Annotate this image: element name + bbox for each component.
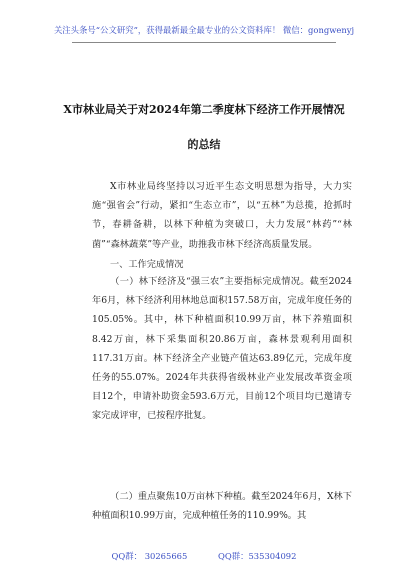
- paragraph-text: （一）林下经济及“强三农”主要指标完成情况。截至2024年6月，林下经济利用林地总面积157.58万亩，完成年度任务的105.05%。其中，林下种植面积10.99万亩，林下养殖面积8.42万亩，林下采集面积20.86万亩，森林景观利用面积117.31万亩。林下经济全产业链产值达63.89亿元，完成年度任务的55.07%。2024年共获得省级林业产业发展改革资金项目12个，申请补助资金593.6万元，目前12个项目均已邀请专家完成评审，已按程序批复。: [92, 276, 352, 422]
- paragraph-text: （二）重点聚焦10万亩林下种植。截至2024年6月，X林下种植面积10.99万亩，完成种植任务的110.99%。其: [92, 491, 352, 522]
- paragraph-text: X市林业局终坚持以习近平生态文明思想为指导，大力实施“强省会”行动，紧扣“生态立市”，以“五林”为总揽，抢抓时节，春耕备耕，以林下种植为突破口，大力发展“林药”“林菌”“森林蔬菜”等产业，助推我市林下经济高质量发展。: [92, 181, 352, 250]
- document-title-line-1: X市林业局关于对2024年第二季度林下经济工作开展情况: [63, 103, 345, 116]
- footer-contact: [0, 550, 408, 562]
- section-heading-text: 一、工作完成情况: [110, 259, 184, 270]
- header-promo-note: 关注头条号“公文研究”，获得最新最全最专业的公文资料库！ 微信：gongwenyj: [53, 25, 355, 35]
- document-title-line-2: 的总结: [187, 138, 221, 151]
- paragraph-intro: [92, 177, 352, 254]
- paragraph-planting: [92, 487, 352, 525]
- footer-qq-group-2: QQ群：535304092: [218, 551, 297, 561]
- paragraph-indicators: [92, 272, 352, 426]
- header-divider: [72, 42, 336, 43]
- footer-qq-group-1: QQ群： 30265665: [111, 551, 188, 561]
